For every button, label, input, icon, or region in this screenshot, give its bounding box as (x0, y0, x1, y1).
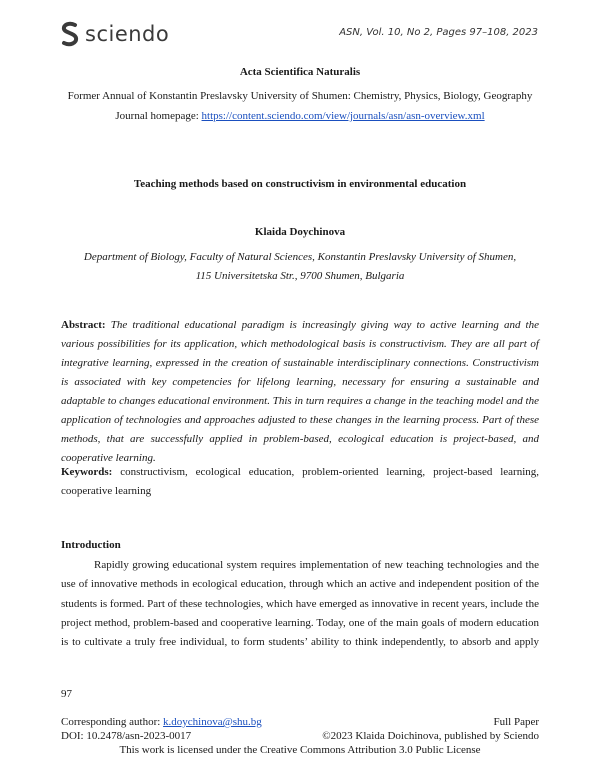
publisher-logo (61, 20, 169, 48)
abstract (61, 316, 539, 468)
corresponding-label: Corresponding author: (61, 716, 164, 728)
license-notice: This work is licensed under the Creative Commons Attribution 3.0 Public License (119, 744, 481, 756)
homepage-link[interactable]: https://content.sciendo.com/view/journals/asn/asn-overview.xml (201, 110, 485, 122)
introduction-body (61, 556, 539, 652)
author-name: Klaida Doychinova (254, 226, 346, 238)
sciendo-logo-icon (61, 21, 79, 47)
paper-title: Teaching methods based on constructivism in environmental education (133, 178, 467, 190)
copyright: ©2023 Klaida Doichinova, published by Sciendo (322, 730, 539, 742)
abstract-text: The traditional educational paradigm is increasingly giving way to active learning and the various possibilities for its application, which methodological basis is constructivism. They are all part of integrative learning, expressed in the creation of sustainable interdisciplinary connections. Constructivism is associated with key competencies for lifelong learning, necessary for ensuring a sustainable and adaptable to changes educational environment. This in turn requires a change in the teaching model and the application of technologies and approaches adjusted to these changes in the learning process. Part of these methods, that are successfully applied in problem-based, ecological education is project-based, and cooperative learning. (61, 319, 540, 464)
author-email-link[interactable]: k.doychinova@shu.bg (163, 716, 262, 728)
logo-text: sciendo (85, 22, 170, 46)
introduction-paragraph: Rapidly growing educational system requires implementation of new teaching technologies and the use of innovative methods in ecological education, through which an active and independent position of the students is formed. Part of these technologies, which have emerged as innovative in recent years, include the project method, problem-based and cooperative learning. Today, one of the main goals of modern education is to cultivate a truly free individual, to form students’ ability to think independently, to absorb and apply (61, 559, 539, 649)
journal-reference: ASN, Vol. 10, No 2, Pages 97–108, 2023 (339, 27, 538, 38)
doi: DOI: 10.2478/asn-2023-0017 (61, 730, 192, 742)
keywords (61, 463, 539, 501)
journal-subtitle: Former Annual of Konstantin Preslavsky University of Shumen: Chemistry, Physics, Biology, Geography (67, 90, 533, 102)
page-number: 97 (61, 688, 72, 700)
corresponding-author (61, 716, 262, 728)
keywords-text: constructivism, ecological education, problem-oriented learning, project-based learning, cooperative learning (61, 466, 540, 497)
homepage-label: Journal homepage: (115, 110, 202, 122)
keywords-label: Keywords: (61, 466, 113, 478)
journal-homepage (0, 110, 600, 122)
affiliation-line-1: Department of Biology, Faculty of Natural Sciences, Konstantin Preslavsky University of Shumen, (83, 251, 517, 263)
affiliation-line-2: 115 Universitetska Str., 9700 Shumen, Bulgaria (195, 270, 405, 282)
section-heading-introduction: Introduction (61, 539, 121, 551)
abstract-label: Abstract: (61, 319, 106, 331)
paper-type: Full Paper (493, 716, 539, 728)
journal-title: Acta Scientifica Naturalis (239, 66, 361, 78)
